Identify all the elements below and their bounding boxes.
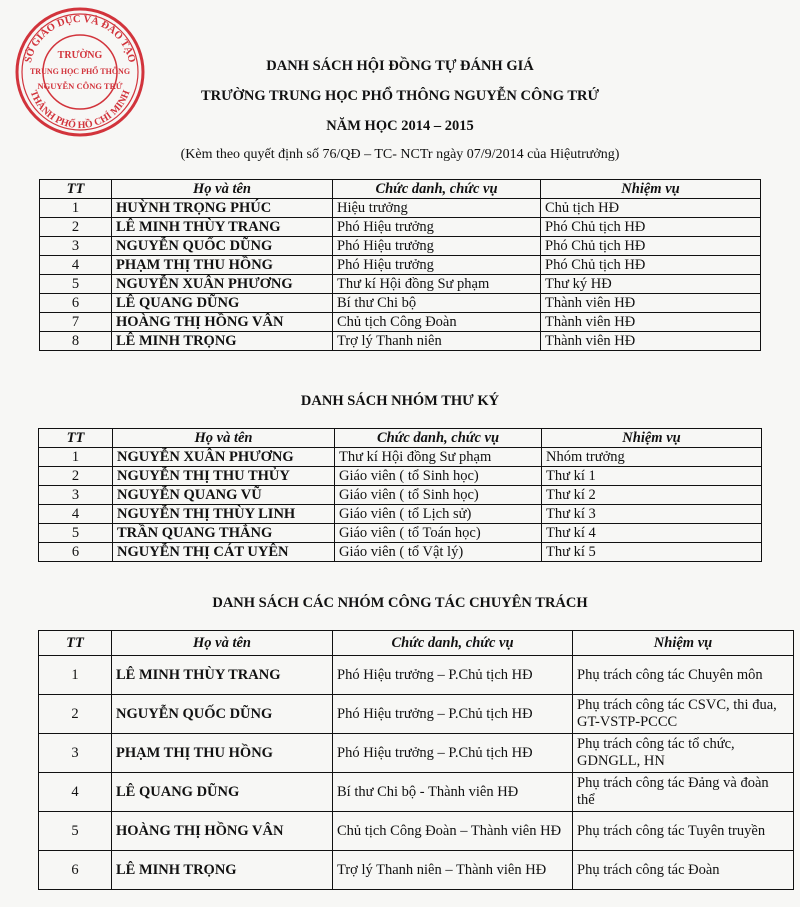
member-name: NGUYỄN THỊ CÁT UYÊN [113, 543, 335, 562]
member-name: NGUYỄN XUÂN PHƯƠNG [112, 275, 333, 294]
row-number: 3 [40, 237, 112, 256]
row-number: 2 [40, 218, 112, 237]
col-tt: TT [39, 631, 112, 656]
member-position: Thư kí Hội đồng Sư phạm [335, 448, 542, 467]
member-name: LÊ MINH THÙY TRANG [112, 656, 333, 695]
member-position: Hiệu trưởng [333, 199, 541, 218]
member-name: NGUYỄN XUÂN PHƯƠNG [113, 448, 335, 467]
member-position: Thư kí Hội đồng Sư phạm [333, 275, 541, 294]
member-name: LÊ MINH THÙY TRANG [112, 218, 333, 237]
table-row [40, 294, 761, 313]
school-year: NĂM HỌC 2014 – 2015 [326, 118, 474, 134]
member-name: PHẠM THỊ THU HỒNG [112, 256, 333, 275]
table-row [40, 332, 761, 351]
table-row [39, 543, 762, 562]
row-number: 4 [39, 505, 113, 524]
member-name: TRẦN QUANG THẮNG [113, 524, 335, 543]
school-name: TRƯỜNG TRUNG HỌC PHỔ THÔNG NGUYỄN CÔNG TRỨ [200, 88, 600, 104]
row-number: 1 [39, 656, 112, 695]
member-name: HOÀNG THỊ HỒNG VÂN [112, 812, 333, 851]
row-number: 6 [39, 543, 113, 562]
member-duty: Thành viên HĐ [541, 294, 761, 313]
member-duty: Phụ trách công tác tổ chức, GDNGLL, HN [573, 734, 794, 773]
row-number: 1 [40, 199, 112, 218]
member-name: LÊ QUANG DŨNG [112, 773, 333, 812]
row-number: 2 [39, 467, 113, 486]
secretary-title: DANH SÁCH NHÓM THƯ KÝ [300, 393, 500, 409]
col-duty: Nhiệm vụ [542, 429, 762, 448]
stamp-line1: TRƯỜNG [57, 50, 103, 61]
member-position: Giáo viên ( tổ Lịch sử) [335, 505, 542, 524]
member-duty: Phó Chủ tịch HĐ [541, 218, 761, 237]
member-position: Phó Hiệu trưởng [333, 237, 541, 256]
stamp-line3: NGUYỄN CÔNG TRỨ [37, 81, 123, 91]
member-duty: Phó Chủ tịch HĐ [541, 256, 761, 275]
col-duty: Nhiệm vụ [573, 631, 794, 656]
stamp-outer-bottom: THÀNH PHỐ HỒ CHÍ MINH [27, 88, 133, 132]
stamp-outer-top: SỞ GIÁO DỤC VÀ ĐÀO TẠO [22, 13, 138, 64]
member-position: Giáo viên ( tổ Sinh học) [335, 467, 542, 486]
member-name: NGUYỄN QUANG VŨ [113, 486, 335, 505]
member-position: Giáo viên ( tổ Toán học) [335, 524, 542, 543]
member-name: LÊ MINH TRỌNG [112, 332, 333, 351]
table-row [39, 467, 762, 486]
table-row [39, 851, 794, 890]
member-duty: Thư ký HĐ [541, 275, 761, 294]
member-name: NGUYỄN QUỐC DŨNG [112, 695, 333, 734]
member-name: NGUYỄN QUỐC DŨNG [112, 237, 333, 256]
row-number: 2 [39, 695, 112, 734]
member-position: Trợ lý Thanh niên [333, 332, 541, 351]
row-number: 3 [39, 486, 113, 505]
member-name: HUỲNH TRỌNG PHÚC [112, 199, 333, 218]
member-position: Phó Hiệu trưởng [333, 218, 541, 237]
council-table [39, 179, 761, 351]
table-row [39, 486, 762, 505]
member-position: Phó Hiệu trưởng – P.Chủ tịch HĐ [333, 656, 573, 695]
row-number: 1 [39, 448, 113, 467]
member-duty: Phụ trách công tác Tuyên truyền [573, 812, 794, 851]
table-row [40, 256, 761, 275]
member-duty: Phụ trách công tác Đoàn [573, 851, 794, 890]
row-number: 5 [39, 524, 113, 543]
member-name: LÊ QUANG DŨNG [112, 294, 333, 313]
page-title: DANH SÁCH HỘI ĐỒNG TỰ ĐÁNH GIÁ [266, 58, 534, 74]
table-row [39, 448, 762, 467]
member-duty: Nhóm trưởng [542, 448, 762, 467]
member-duty: Thành viên HĐ [541, 332, 761, 351]
col-name: Họ và tên [112, 631, 333, 656]
member-duty: Thành viên HĐ [541, 313, 761, 332]
table-row [39, 734, 794, 773]
table-row [40, 313, 761, 332]
col-tt: TT [40, 180, 112, 199]
member-position: Chủ tịch Công Đoàn – Thành viên HĐ [333, 812, 573, 851]
member-name: NGUYỄN THỊ THU THỦY [113, 467, 335, 486]
row-number: 5 [40, 275, 112, 294]
table-row [40, 237, 761, 256]
table-row [40, 218, 761, 237]
row-number: 6 [39, 851, 112, 890]
member-position: Phó Hiệu trưởng – P.Chủ tịch HĐ [333, 695, 573, 734]
member-duty: Phụ trách công tác Đảng và đoàn thể [573, 773, 794, 812]
member-position: Giáo viên ( tổ Vật lý) [335, 543, 542, 562]
member-duty: Phó Chủ tịch HĐ [541, 237, 761, 256]
col-position: Chức danh, chức vụ [333, 631, 573, 656]
member-name: LÊ MINH TRỌNG [112, 851, 333, 890]
member-position: Chủ tịch Công Đoàn [333, 313, 541, 332]
row-number: 6 [40, 294, 112, 313]
col-position: Chức danh, chức vụ [335, 429, 542, 448]
member-position: Bí thư Chi bộ - Thành viên HĐ [333, 773, 573, 812]
table-row [40, 275, 761, 294]
member-duty: Phụ trách công tác CSVC, thi đua, GT-VSTP-PCCC [573, 695, 794, 734]
row-number: 3 [39, 734, 112, 773]
table-row [39, 773, 794, 812]
member-position: Phó Hiệu trưởng – P.Chủ tịch HĐ [333, 734, 573, 773]
table-row [39, 812, 794, 851]
member-duty: Thư kí 2 [542, 486, 762, 505]
member-name: PHẠM THỊ THU HỒNG [112, 734, 333, 773]
row-number: 5 [39, 812, 112, 851]
member-duty: Phụ trách công tác Chuyên môn [573, 656, 794, 695]
member-position: Trợ lý Thanh niên – Thành viên HĐ [333, 851, 573, 890]
secretary-table [38, 428, 762, 562]
col-duty: Nhiệm vụ [541, 180, 761, 199]
member-position: Giáo viên ( tổ Sinh học) [335, 486, 542, 505]
col-position: Chức danh, chức vụ [333, 180, 541, 199]
groups-table [38, 630, 794, 890]
member-duty: Thư kí 4 [542, 524, 762, 543]
member-name: NGUYỄN THỊ THÙY LINH [113, 505, 335, 524]
col-name: Họ và tên [113, 429, 335, 448]
col-name: Họ và tên [112, 180, 333, 199]
member-position: Bí thư Chi bộ [333, 294, 541, 313]
col-tt: TT [39, 429, 113, 448]
member-duty: Thư kí 1 [542, 467, 762, 486]
table-row [39, 505, 762, 524]
member-position: Phó Hiệu trưởng [333, 256, 541, 275]
row-number: 4 [39, 773, 112, 812]
decision-note: (Kèm theo quyết định số 76/QĐ – TC- NCTr ngày 07/9/2014 của Hiệutrưởng) [180, 147, 620, 162]
table-row [39, 524, 762, 543]
row-number: 7 [40, 313, 112, 332]
table-row [40, 199, 761, 218]
member-duty: Thư kí 3 [542, 505, 762, 524]
member-name: HOÀNG THỊ HỒNG VÂN [112, 313, 333, 332]
member-duty: Thư kí 5 [542, 543, 762, 562]
stamp-line2: TRUNG HỌC PHỔ THÔNG [29, 67, 131, 76]
table-row [39, 695, 794, 734]
table-row [39, 656, 794, 695]
row-number: 4 [40, 256, 112, 275]
member-duty: Chủ tịch HĐ [541, 199, 761, 218]
row-number: 8 [40, 332, 112, 351]
groups-title: DANH SÁCH CÁC NHÓM CÔNG TÁC CHUYÊN TRÁCH [212, 595, 588, 611]
